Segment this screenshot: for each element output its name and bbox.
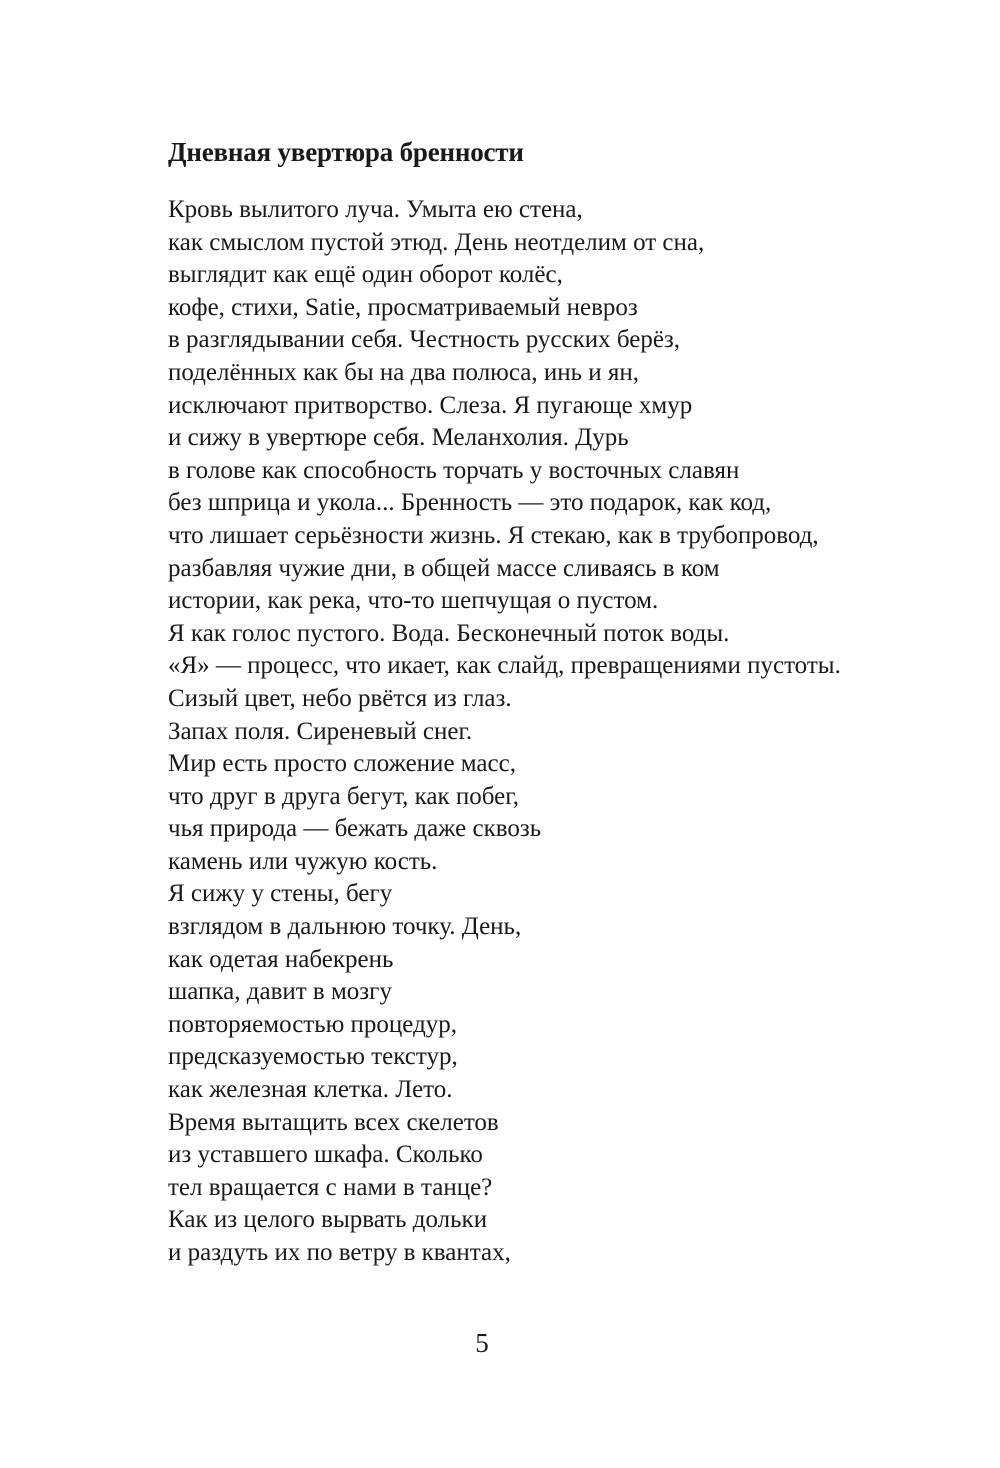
poem-line: исключают притворство. Слеза. Я пугающе хмур xyxy=(168,391,693,419)
poem-line: поделённых как бы на два полюса, инь и ян, xyxy=(168,358,640,386)
poem-line: как смыслом пустой этюд. День неотделим от сна, xyxy=(168,228,705,256)
poem-line: что лишает серьёзности жизнь. Я стекаю, как в трубопровод, xyxy=(168,521,819,549)
poem-line: и раздуть их по ветру в квантах, xyxy=(168,1239,511,1266)
poem-line: повторяемостью процедур, xyxy=(168,1010,458,1038)
poem-line: в голове как способность торчать у восточных славян xyxy=(168,456,740,484)
poem-line: предсказуемостью текстур, xyxy=(168,1043,458,1071)
poem-line: Я как голос пустого. Вода. Бесконечный поток воды. xyxy=(168,619,730,647)
poem-line: шапка, давит в мозгу xyxy=(168,978,392,1006)
poem-line: в разглядывании себя. Честность русских берёз, xyxy=(168,326,681,354)
poem-line: камень или чужую кость. xyxy=(168,847,438,875)
poem-body xyxy=(168,194,968,1270)
poem-line: Мир есть просто сложение масс, xyxy=(168,750,516,778)
poem-line: Запах поля. Сиреневый снег. xyxy=(168,717,473,745)
poem-title: Дневная увертюра бренности xyxy=(168,137,524,167)
poem-line: Как из целого вырвать дольки xyxy=(168,1206,488,1234)
poem-line: Время вытащить всех скелетов xyxy=(168,1108,499,1136)
poem-line: кофе, стихи, Satie, просматриваемый невроз xyxy=(168,293,638,321)
poem-line: Кровь вылитого луча. Умыта ею стена, xyxy=(168,196,583,223)
poem-line: из уставшего шкафа. Сколько xyxy=(168,1141,483,1169)
poem-line: выглядит как ещё один оборот колёс, xyxy=(168,261,563,289)
poem-line: «Я» — процесс, что икает, как слайд, превращениями пустоты. xyxy=(168,652,841,680)
poem-line: что друг в друга бегут, как побег, xyxy=(168,782,519,810)
poem-line: тел вращается с нами в танце? xyxy=(168,1173,493,1201)
poem-line: взглядом в дальнюю точку. День, xyxy=(168,913,522,941)
poem-line: чья природа — бежать даже сквозь xyxy=(168,815,542,843)
poem-line: и сижу в увертюре себя. Меланхолия. Дурь xyxy=(168,424,629,452)
poem-line: как железная клетка. Лето. xyxy=(168,1076,453,1104)
poem-line: как одетая набекрень xyxy=(168,945,394,973)
page-number: 5 xyxy=(475,1328,489,1358)
poem-line: истории, как река, что-то шепчущая о пустом. xyxy=(168,587,659,615)
poem-line: без шприца и укола... Бренность — это подарок, как код, xyxy=(168,489,772,517)
poem-line: Сизый цвет, небо рвётся из глаз. xyxy=(168,684,512,712)
poem-line: Я сижу у стены, бегу xyxy=(168,880,393,908)
poem-line: разбавляя чужие дни, в общей массе сливаясь в ком xyxy=(168,554,720,582)
